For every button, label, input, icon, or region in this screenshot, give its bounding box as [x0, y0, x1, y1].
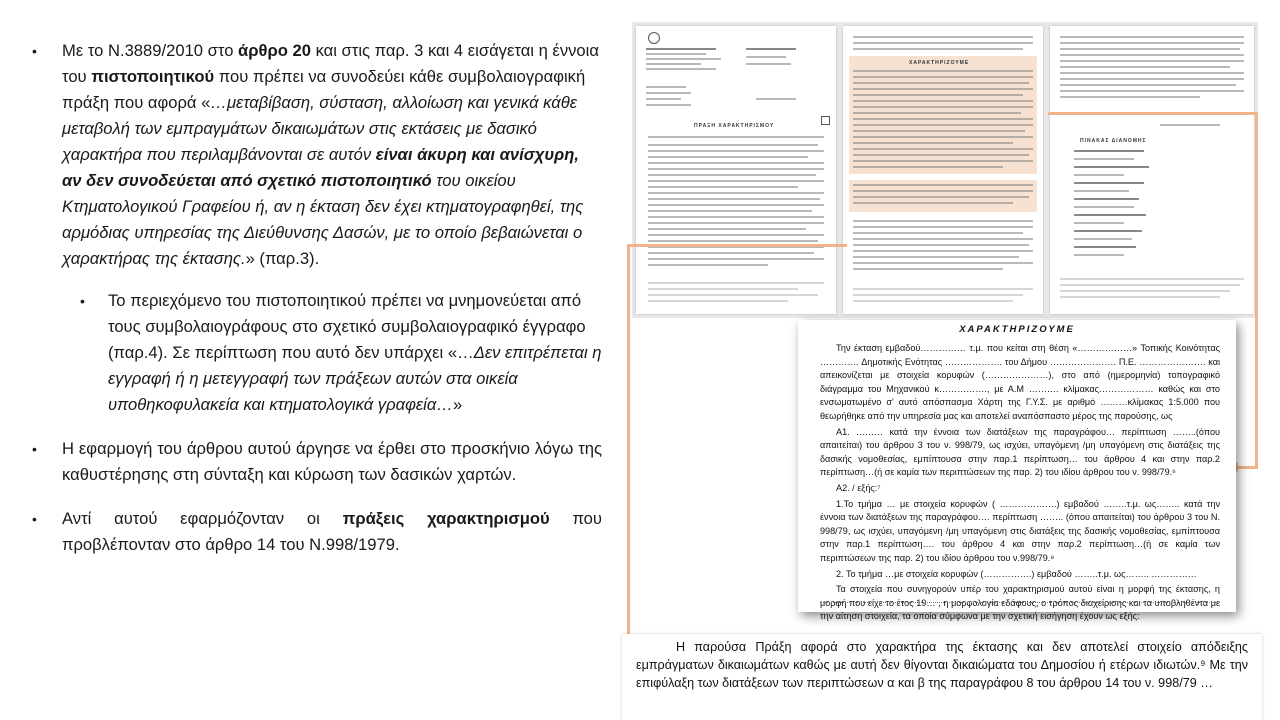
emblem-icon — [648, 32, 660, 44]
bullet-characterization-acts: • Αντί αυτού εφαρμόζονταν οι πράξεις χαρακτηρισμού που προβλέπονταν στο άρθρο 14 του Ν.998/1979. — [30, 506, 602, 558]
connector-line — [1236, 466, 1258, 469]
excerpt-paragraph: 2. Το τμήμα …με στοιχεία κορυφών (…………….) εμβαδού ……..τ.μ. ως…….. …………… — [836, 568, 1197, 579]
excerpt-body — [820, 342, 1220, 626]
thumbnail-title: ΠΡΑΞΗ ΧΑΡΑΚΤΗΡΙΣΜΟΥ — [694, 123, 775, 129]
dotted-line — [820, 602, 1220, 604]
bottom-excerpt-text: Η παρούσα Πράξη αφορά στο χαρακτήρα της έκτασης και δεν αποτελεί στοιχείο απόδειξης εμπράγματων δικαιωμάτων καθώς με αυτή δεν θίγονται δικαιώματα του Δημοσίου ή ετέρων ιδιωτών.⁹ Με την επιφύλαξη των διατάξεων των περιπτώσεων α και β της παραγράφου 8 του άρθρου 14 του ν. 998/79 … — [636, 640, 1248, 690]
document-thumbnails — [632, 22, 1258, 318]
highlighted-section — [849, 56, 1037, 174]
excerpt-paragraph: Την έκταση εμβαδού…………… τ.μ. που κείται στη θέση «………………» Τοπικής Κοινότητας …………. Δημοτικής Ενότητας ………………. του Δήμου …………………. Π.Ε. …………………. και απεικονίζεται με στοιχεία κορυφών (…………………), στο από (ημερομηνία) τοπογραφικό διάγραμμα του Μηχανικού κ……………., με Α.Μ ………. κλίμακας……………… καθώς και στο ενσωματωμένο σ' αυτό απόσπασμα Χάρτη της Γ.Υ.Σ. με αριθμό ………κλίμακας 1:5.000 που θεωρήθηκε από την υπηρεσία μας και αποτελεί αναπόσπαστο μέρος της παρούσης, ως — [820, 343, 1220, 421]
bottom-excerpt — [622, 634, 1262, 720]
thumbnail-title: ΧΑΡΑΚΤΗΡΙΖΟΥΜΕ — [909, 60, 970, 66]
sub-bullet-certificate-content: • Το περιεχόμενο του πιστοποιητικού πρέπει να μνημονεύεται από τους συμβολαιογράφους στο σχετικό συμβολαιογραφικό έγγραφο (παρ.4). Σε περίπτωση που αυτό δεν υπάρχει «…Δεν επιτρέπεται η εγγραφή ή η μετεγγραφή των πράξεων αυτών στα οικεία υποθηκοφυλακεία και κτηματολογικά γραφεία…» — [30, 288, 602, 418]
excerpt-title: ΧΑΡΑΚΤΗΡΙΖΟΥΜΕ — [959, 324, 1075, 335]
bullet-dot-icon: • — [80, 293, 85, 309]
zoomed-excerpt-characterization — [798, 320, 1236, 622]
thumbnail-page-1 — [636, 26, 836, 314]
thumbnail-page-2 — [843, 26, 1043, 314]
connector-line — [627, 244, 847, 247]
bullet-delay: • Η εφαρμογή του άρθρου αυτού άργησε να έρθει στο προσκήνιο λόγω της καθυστέρησης στη σύνταξη και κύρωση των δασικών χαρτών. — [30, 436, 602, 488]
bullet-dot-icon: • — [32, 441, 37, 457]
slide-text-column — [30, 38, 602, 566]
thumbnail-page-3 — [1050, 26, 1254, 314]
bullet-article-20: • Με το Ν.3889/2010 στο άρθρο 20 και στις παρ. 3 και 4 εισάγεται η έννοια του πιστοποιητικού που πρέπει να συνοδεύει κάθε συμβολαιογραφική πράξη που αφορά «…μεταβίβαση, σύσταση, αλλοίωση και γενικά κάθε μεταβολή των εμπραγμάτων δικαιωμάτων στις εκτάσεις με δασικό χαρακτήρα που περιλαμβάνονται σε αυτόν είναι άκυρη και ανίσχυρη, αν δεν συνοδεύεται από σχετικό πιστοποιητικό του οικείου Κτηματολογικού Γραφείου ή, αν η έκταση δεν έχει κτηματογραφηθεί, της αρμόδιας υπηρεσίας της Διεύθυνσης Δασών, με το οποίο βεβαιώνεται ο χαρακτήρας της έκτασης.» (παρ.3). — [30, 38, 602, 272]
excerpt-paragraph: 1.Το τμήμα … με στοιχεία κορυφών ( ……………….) εμβαδού ……..τ.μ. ως…….. κατά την έννοια των διατάξεων της παραγράφου…. περίπτωση …….. (όπου απαιτείται) του άρθρου 3 του Ν. 998/79, ως ισχύει, υπαγόμενη /μη υπαγόμενη στις διατάξεις της δασικής νομοθεσίας, εμπίπτουσα στην παρ.1 περίπτωση…. του άρθρου 4 και στην παρ.2 περίπτωση…(ή σε καμία των περιπτώσεων της παρ. 2) του ιδίου άρθρου του ν.998/79.⁸ — [820, 498, 1220, 563]
connector-line — [1255, 112, 1258, 468]
connector-line — [1048, 112, 1256, 115]
bullet-dot-icon: • — [32, 511, 37, 527]
connector-line — [627, 244, 630, 667]
excerpt-paragraph: Τα στοιχεία που συνηγορούν υπέρ του χαρακτηρισμού αυτού είναι η μορφή της έκτασης, η μορφή που είχε το έτος 19… , η μορφολογία εδάφους, ο τρόπος διαχείρισης και τα υποβληθέντα με την αίτηση στοιχεία, τα οποία σύμφωνα με την σχετική εισήγηση έχουν ως εξής: — [820, 584, 1220, 622]
thumbnail-title: ΠΙΝΑΚΑΣ ΔΙΑΝΟΜΗΣ — [1080, 138, 1147, 144]
bullet-dot-icon: • — [32, 43, 37, 59]
excerpt-paragraph: Α2. / εξής:⁷ — [836, 482, 881, 493]
excerpt-paragraph: Α1. ……… κατά την έννοια των διατάξεων της παραγράφου… περίπτωση ……..(όπου απαιτείται) του άρθρου 3 του ν. 998/79, ως ισχύει, υπαγόμενη /μη υπαγόμενη στις διατάξεις της δασικής νομοθεσίας, εμπίπτουσα στην παρ.1 περίπτωση… του άρθρου 4 και στην παρ.2 περίπτωση…(ή σε καμία των περιπτώσεων της παρ. 2) του ιδίου άρθρου του ν. 998/79.⁶ — [820, 426, 1220, 478]
